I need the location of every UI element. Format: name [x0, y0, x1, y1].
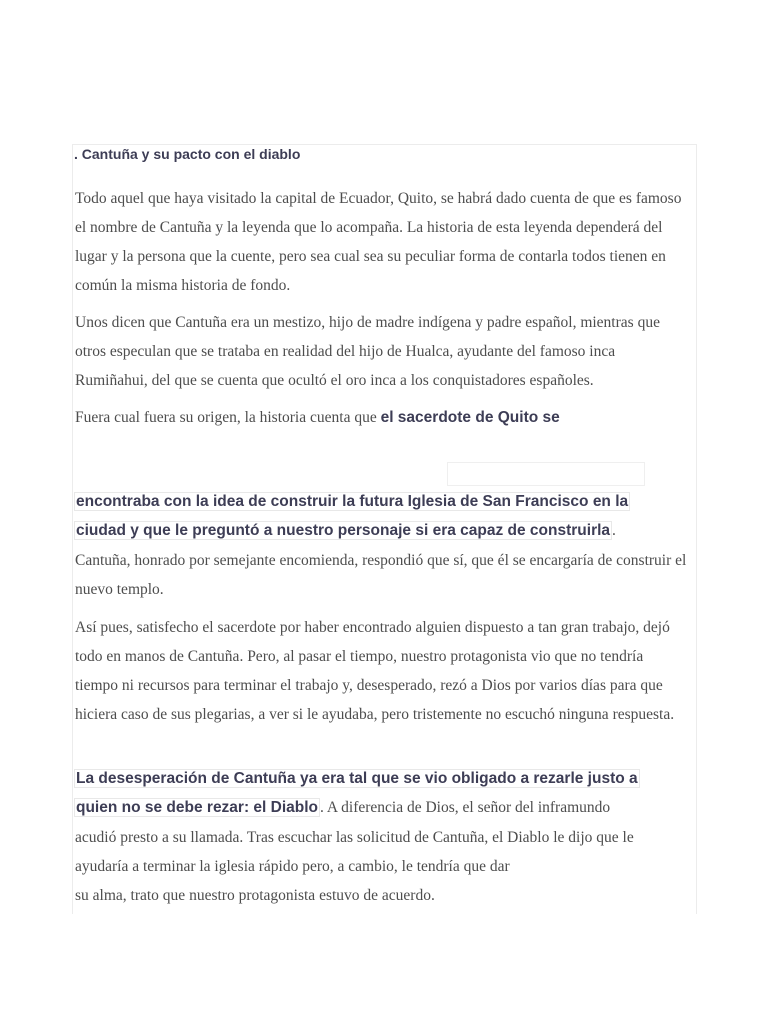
devil-deal-text: acudió presto a su llamada. Tras escuchar las solicitud de Cantuña, el Diablo le dijo que le ayudaría a terminar la iglesia rápido pero, a cambio, le tendría que dar [75, 829, 634, 875]
paragraph-intro: Todo aquel que haya visitado la capital de Ecuador, Quito, se habrá dado cuenta de que es famoso el nombre de Cantuña y la leyenda que lo acompaña. La historia de esta leyenda dependerá del lugar y la persona que la cuente, pero sea cual sea su peculiar forma de contarla todos tienen en común la misma historia de fondo. [75, 190, 682, 294]
bold-church-line2: ciudad y que le preguntó a nuestro personaje si era capaz de construirla [76, 522, 611, 539]
paragraph-prayer: Así pues, satisfecho el sacerdote por haber encontrado alguien dispuesto a tan gran trabajo, dejó todo en manos de Cantuña. Pero, al pasar el tiempo, nuestro protagonista vio que no tendría tiempo ni recursos para terminar el trabajo y, desesperado, rezó a Dios por varios días para que hiciera caso de sus plegarias, a ver si le ayudaba, pero tristemente no escuchó ninguna respuesta. [75, 619, 675, 723]
devil-after-text: . A diferencia de Dios, el señor del inframundo [320, 799, 611, 816]
paragraph-priest [75, 403, 690, 432]
bold-passage-church [74, 487, 630, 545]
priest-text: Fuera cual fuera su origen, la historia cuenta que [75, 409, 381, 426]
bold-devil-line1: La desesperación de Cantuña ya era tal que se vio obligado a rezarle justo a [76, 770, 638, 787]
document-title: . Cantuña y su pacto con el diablo [74, 146, 301, 162]
bold-church-line1: encontraba con la idea de construir la futura Iglesia de San Francisco en la [76, 493, 629, 510]
bold-passage-devil [74, 764, 640, 822]
paragraph-cantuna-answer: Cantuña, honrado por semejante encomienda, respondió que sí, que él se encargaría de construir el nuevo templo. [75, 552, 687, 598]
paragraph-origin: Unos dicen que Cantuña era un mestizo, hijo de madre indígena y padre español, mientras que otros especulan que se trataba en realidad del hijo de Hualca, ayudante del famoso inca Rumiñahui, del que se cuenta que ocultó el oro inca a los conquistadores españoles. [75, 314, 660, 389]
devil-deal-last: su alma, trato que nuestro protagonista estuvo de acuerdo. [75, 887, 435, 904]
paragraph-devil-deal [75, 823, 690, 910]
priest-bold: el sacerdote de Quito se [380, 409, 560, 426]
bold-church-end: . [612, 522, 616, 539]
empty-box [447, 462, 645, 486]
bold-devil-line2: quien no se debe rezar: el Diablo [76, 799, 319, 816]
